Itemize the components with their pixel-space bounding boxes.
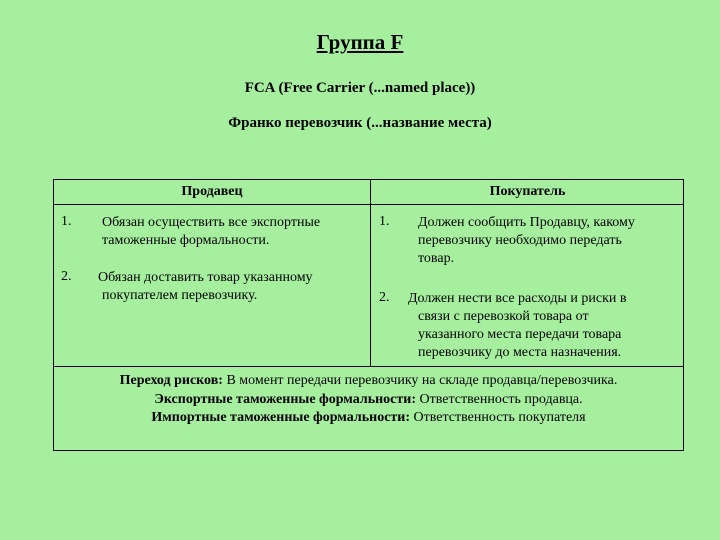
summary-footer <box>54 372 683 428</box>
seller-item-2-number: 2. <box>61 269 72 284</box>
obligations-table <box>53 179 684 451</box>
export-formalities-text: Ответственность продавца. <box>416 391 583 407</box>
buyer-item-2-line3: указанного места передачи товара <box>418 327 622 342</box>
column-divider <box>370 180 371 366</box>
buyer-item-1-number: 1. <box>379 214 390 229</box>
buyer-item-2-text <box>408 290 627 362</box>
buyer-header: Покупатель <box>489 184 566 199</box>
seller-item-1-number: 1. <box>61 214 72 229</box>
seller-item-1-line1: Обязан осуществить все экспортные <box>102 215 321 230</box>
buyer-item-2-line1: Должен нести все расходы и риски в <box>408 291 627 306</box>
incoterm-english-name: FCA (Free Carrier (...named place)) <box>244 80 476 96</box>
seller-item-2-line1: Обязан доставить товар указанному <box>98 270 313 285</box>
buyer-item-1-line1: Должен сообщить Продавцу, какому <box>418 215 635 230</box>
risk-transfer-text: В момент передачи перевозчику на складе продавца/перевозчика. <box>222 373 618 388</box>
buyer-item-1-text <box>418 214 635 268</box>
risk-transfer-label: Переход рисков: <box>119 373 223 388</box>
buyer-item-2-number: 2. <box>379 290 390 305</box>
seller-item-2-line2: покупателем перевозчику. <box>102 288 258 303</box>
header-divider <box>54 204 683 205</box>
buyer-item-2-line4: перевозчику до места назначения. <box>418 345 622 360</box>
seller-item-1-line2: таможенные формальности. <box>102 233 270 248</box>
seller-header: Продавец <box>181 184 243 199</box>
export-formalities-label: Экспортные таможенные формальности: <box>154 391 417 407</box>
page-title: Группа F <box>316 30 404 54</box>
seller-item-2-text <box>98 269 313 305</box>
import-formalities-line <box>54 409 683 428</box>
export-formalities-line <box>54 391 683 410</box>
footer-divider <box>54 366 683 367</box>
seller-item-1-text <box>102 214 320 250</box>
buyer-item-1-line2: перевозчику необходимо передать <box>418 233 622 248</box>
incoterm-russian-name: Франко перевозчик (...название места) <box>228 115 492 131</box>
risk-transfer-line <box>54 372 683 391</box>
buyer-item-2-line2: связи с перевозкой товара от <box>418 309 589 324</box>
import-formalities-text: Ответственность покупателя <box>410 410 586 425</box>
buyer-item-1-line3: товар. <box>418 251 455 266</box>
import-formalities-label: Импортные таможенные формальности: <box>151 410 411 425</box>
